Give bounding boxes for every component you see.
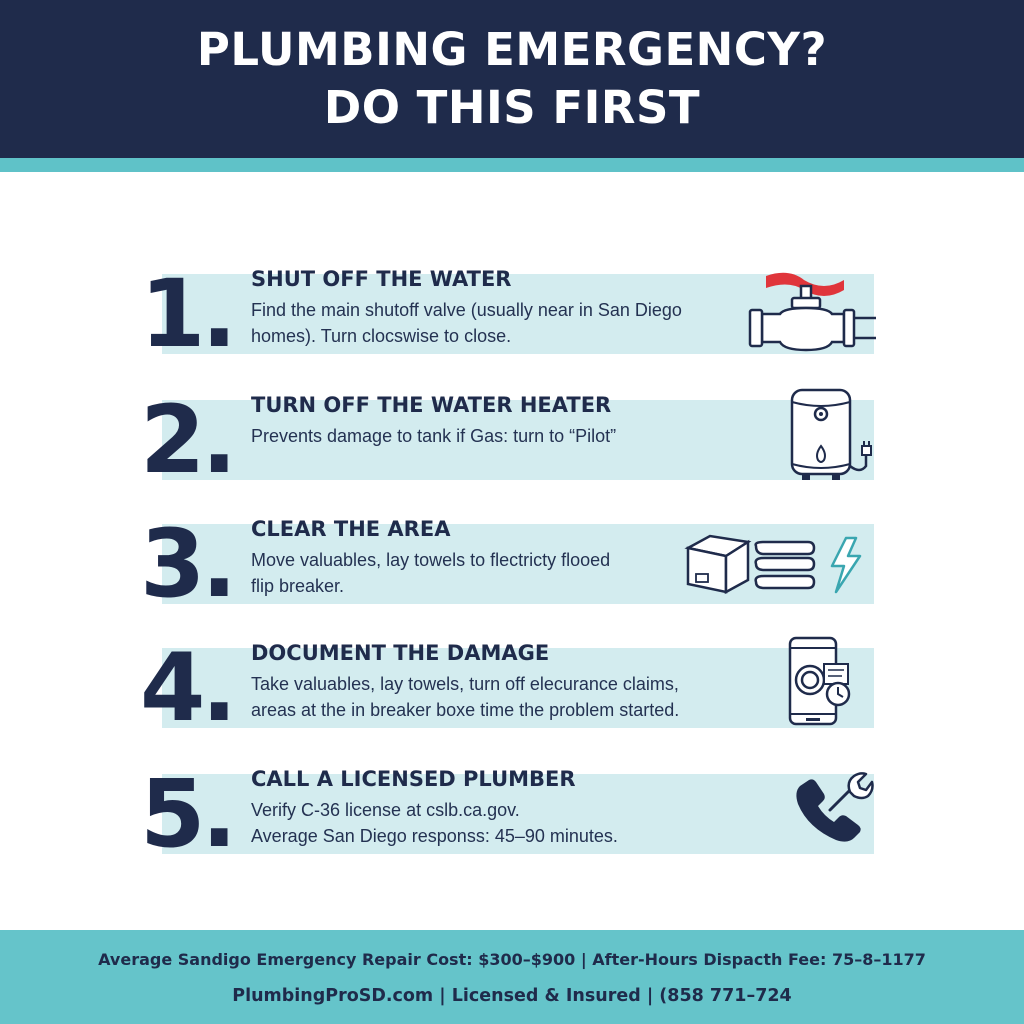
step-number: 1. <box>140 260 234 369</box>
step-description <box>251 797 771 849</box>
step-title: CLEAR THE AREA <box>251 517 451 541</box>
step-title: TURN OFF THE WATER HEATER <box>251 393 612 417</box>
step-description-line: Average San Diego responss: 45–90 minutes. <box>251 826 618 846</box>
header-accent-stripe <box>0 158 1024 172</box>
phone-camera-icon <box>786 636 856 728</box>
step-4 <box>0 634 1024 743</box>
step-description-line: Prevents damage to tank if Gas: turn to “Pilot” <box>251 426 617 446</box>
step-title: DOCUMENT THE DAMAGE <box>251 641 550 665</box>
valve-icon <box>744 266 876 356</box>
page-title-line-2: DO THIS FIRST <box>323 81 701 134</box>
page-title-line-1: PLUMBING EMERGENCY? <box>196 23 828 76</box>
footer-contact-info: PlumbingProSD.com | Licensed & Insured | (858 771–724 <box>232 986 792 1006</box>
step-description <box>251 297 771 349</box>
phone-wrench-icon <box>790 770 874 850</box>
step-1 <box>0 260 1024 369</box>
step-3 <box>0 510 1024 619</box>
step-description <box>251 671 771 723</box>
step-number: 2. <box>140 386 234 495</box>
step-title: CALL A LICENSED PLUMBER <box>251 767 576 791</box>
step-number: 4. <box>140 634 234 743</box>
step-description-line: Take valuables, lay towels, turn off elecurance claims, <box>251 674 679 694</box>
step-number: 3. <box>140 510 234 619</box>
step-description-line: areas at the in breaker boxe time the problem started. <box>251 700 680 720</box>
step-title: SHUT OFF THE WATER <box>251 267 512 291</box>
footer-banner <box>0 930 1024 1024</box>
step-description-line: Find the main shutoff valve (usually near in San Diego <box>251 300 682 320</box>
step-5 <box>0 760 1024 869</box>
step-description-line: Verify C-36 license at cslb.ca.gov. <box>251 800 520 820</box>
water-heater-icon <box>788 386 878 486</box>
step-description <box>251 423 771 449</box>
step-description-line: homes). Turn clocswise to close. <box>251 326 512 346</box>
header-banner <box>0 0 1024 158</box>
box-towels-lightning-icon <box>684 530 874 600</box>
step-number: 5. <box>140 760 234 869</box>
step-description-line: flip breaker. <box>251 576 345 596</box>
footer-cost-info: Average Sandigo Emergency Repair Cost: $300–$900 | After-Hours Dispacth Fee: 75–8–1177 <box>98 950 926 969</box>
step-description-line: Move valuables, lay towels to flectricty flooed <box>251 550 611 570</box>
step-2 <box>0 386 1024 495</box>
